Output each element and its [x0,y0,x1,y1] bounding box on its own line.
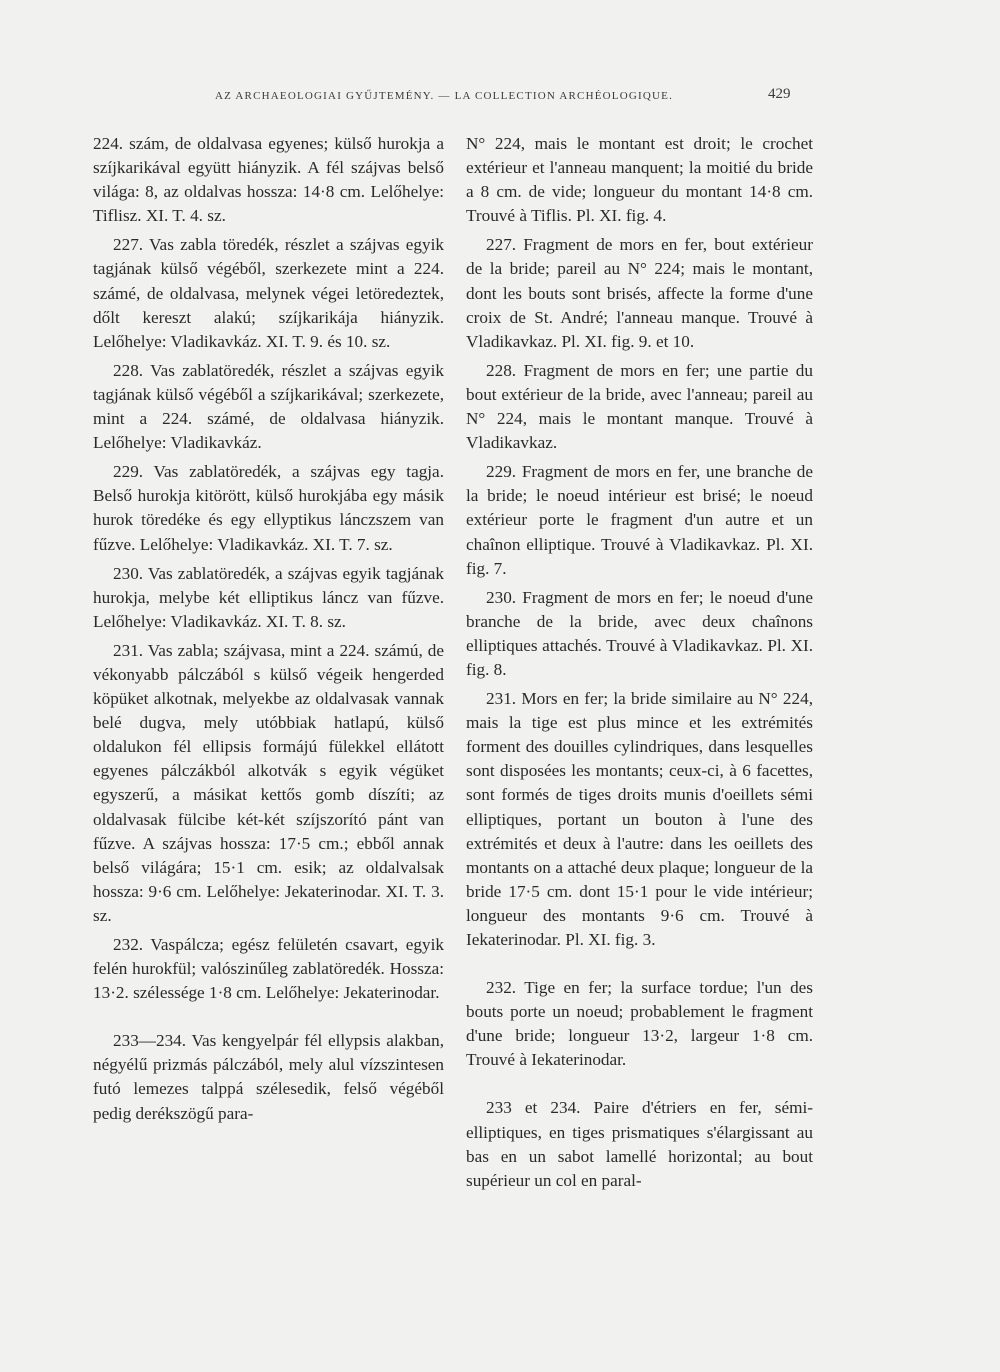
paragraph-228: 228. Fragment de mors en fer; une partie du bout extérieur de la bride, avec l'anneau; pareil au N° 224, mais le montant manque. Trouvé à Vladikavkaz. [466,360,813,453]
paragraph-233-234: 233 et 234. Paire d'étriers en fer, sémi-elliptiques, en tiges prismatiques s'élargissant au bas en un sabot lamellé horizontal; au bout supérieur un col en paral- [466,1098,813,1190]
paragraph-232: 232. Tige en fer; la surface tordue; l'un des bouts porte un noeud; probablement le fragment d'une bride; longueur 13·2, largeur 1·8 cm. Trouvé à Iekaterinodar. [466,978,813,1070]
paragraph-229: 229. Fragment de mors en fer, une branche de la bride; le noeud intérieur est brisé; le noeud extérieur porte le fragment d'un autre et un chaînon elliptique. Trouvé à Vladikavkaz. Pl. XI. fig. 7. [466,462,813,578]
hungarian-column [93,132,444,1126]
paragraph-227: 227. Vas zabla töredék, részlet a szájvas egyik tagjának külső végéből, szerkezete mint a 224. számé, de oldalvasa, melynek végei letöredeztek, dőlt kereszt alakú; szíjkarikája hiányzik. Lelőhelye: Vladikavkáz. XI. T. 9. és 10. sz. [93,235,444,351]
paragraph-233-234: 233—234. Vas kengyelpár fél ellypsis alakban, négyélű prizmás pálczából, mely alul vízszintesen futó lemezes talppá szélesedik, felső végéből pedig derékszögű para- [93,1031,444,1123]
paragraph-230: 230. Fragment de mors en fer; le noeud d'une branche de la bride, avec deux chaînons elliptiques attachés. Trouvé à Vladikavkaz. Pl. XI. fig. 8. [466,587,813,679]
paragraph-228: 228. Vas zablatöredék, részlet a szájvas egyik tagjának külső végéből a szíjkarikával; szerkezete, mint a 224. számé, de oldalvasa hiányzik. Lelőhelye: Vladikavkáz. [93,360,444,453]
french-column [466,132,813,1193]
paragraph-229: 229. Vas zablatöredék, a szájvas egy tagja. Belső hurokja kitörött, külső hurokjába egy másik hurok töredéke és egy ellyptikus lánczszem van fűzve. Lelőhelye: Vladikavkáz. XI. T. 7. sz. [93,462,444,554]
running-head: AZ ARCHAEOLOGIAI GYŰJTEMÉNY. — LA COLLECTION ARCHÉOLOGIQUE. [215,90,674,102]
paragraph-231: 231. Mors en fer; la bride similaire au N° 224, mais la tige est plus mince et les extrémités forment des douilles cylindriques, dans lesquelles sont disposées les montants; ceux-ci, à 6 facettes, sont formés de tiges droits munis d'oeillets sémi elliptiques, portant un bouton à l'une des extrémités et deux à l'autre: dans les oeillets des montants on a attaché deux plaque; longueur de la bride 17·5 cm. dont 15·1 pour le vide intérieur; longueur des montants 9·6 cm. Trouvé à Iekaterinodar. Pl. XI. fig. 3. [466,689,813,949]
paragraph-232: 232. Vaspálcza; egész felületén csavart, egyik felén hurokfül; valószinűleg zablatöredék. Hossza: 13·2. szélessége 1·8 cm. Lelőhelye: Jekaterinodar. [93,935,444,1003]
paragraph-230: 230. Vas zablatöredék, a szájvas egyik tagjának hurokja, melybe két elliptikus láncz van fűzve. Lelőhelye: Vladikavkáz. XI. T. 8. sz. [93,563,444,631]
paragraph-224-continued: 224. szám, de oldalvasa egyenes; külső hurokja a szíjkarikával együtt hiányzik. A fél szájvas belső világa: 8, az oldalvas hossza: 14·8 cm. Lelőhelye: Tiflisz. XI. T. 4. sz. [93,134,444,226]
paragraph-231: 231. Vas zabla; szájvasa, mint a 224. számú, de vékonyabb pálczából s külső végeik hengerded köpüket alkotnak, melyekbe az oldalvasak vannak belé dugva, mely utóbbiak hatlapú, külső oldalukon fél ellipsis formájú fülekkel ellátott egyenes pálczákból alkotvák s egyik végüket egyszerű, a másikat kettős gomb díszíti; az oldalvasak fülcibe két-két szíjszorító pánt van fűzve. A szájvas hossza: 17·5 cm.; ebből annak belső világára; 15·1 cm. esik; az oldalvalsak hossza: 9·6 cm. Lelőhelye: Jekaterinodar. XI. T. 3. sz. [93,640,444,925]
page-number: 429 [768,86,791,102]
paragraph-227: 227. Fragment de mors en fer, bout extérieur de la bride; pareil au N° 224; mais le montant, dont les bouts sont brisés, affecte la forme d'une croix de St. André; l'anneau manque. Trouvé à Vladikavkaz. Pl. XI. fig. 9. et 10. [466,235,813,351]
paragraph-224-continued: N° 224, mais le montant est droit; le crochet extérieur et l'anneau manquent; la moitié du bride a 8 cm. de vide; longueur du montant 14·8 cm. Trouvé à Tiflis. Pl. XI. fig. 4. [466,134,813,226]
